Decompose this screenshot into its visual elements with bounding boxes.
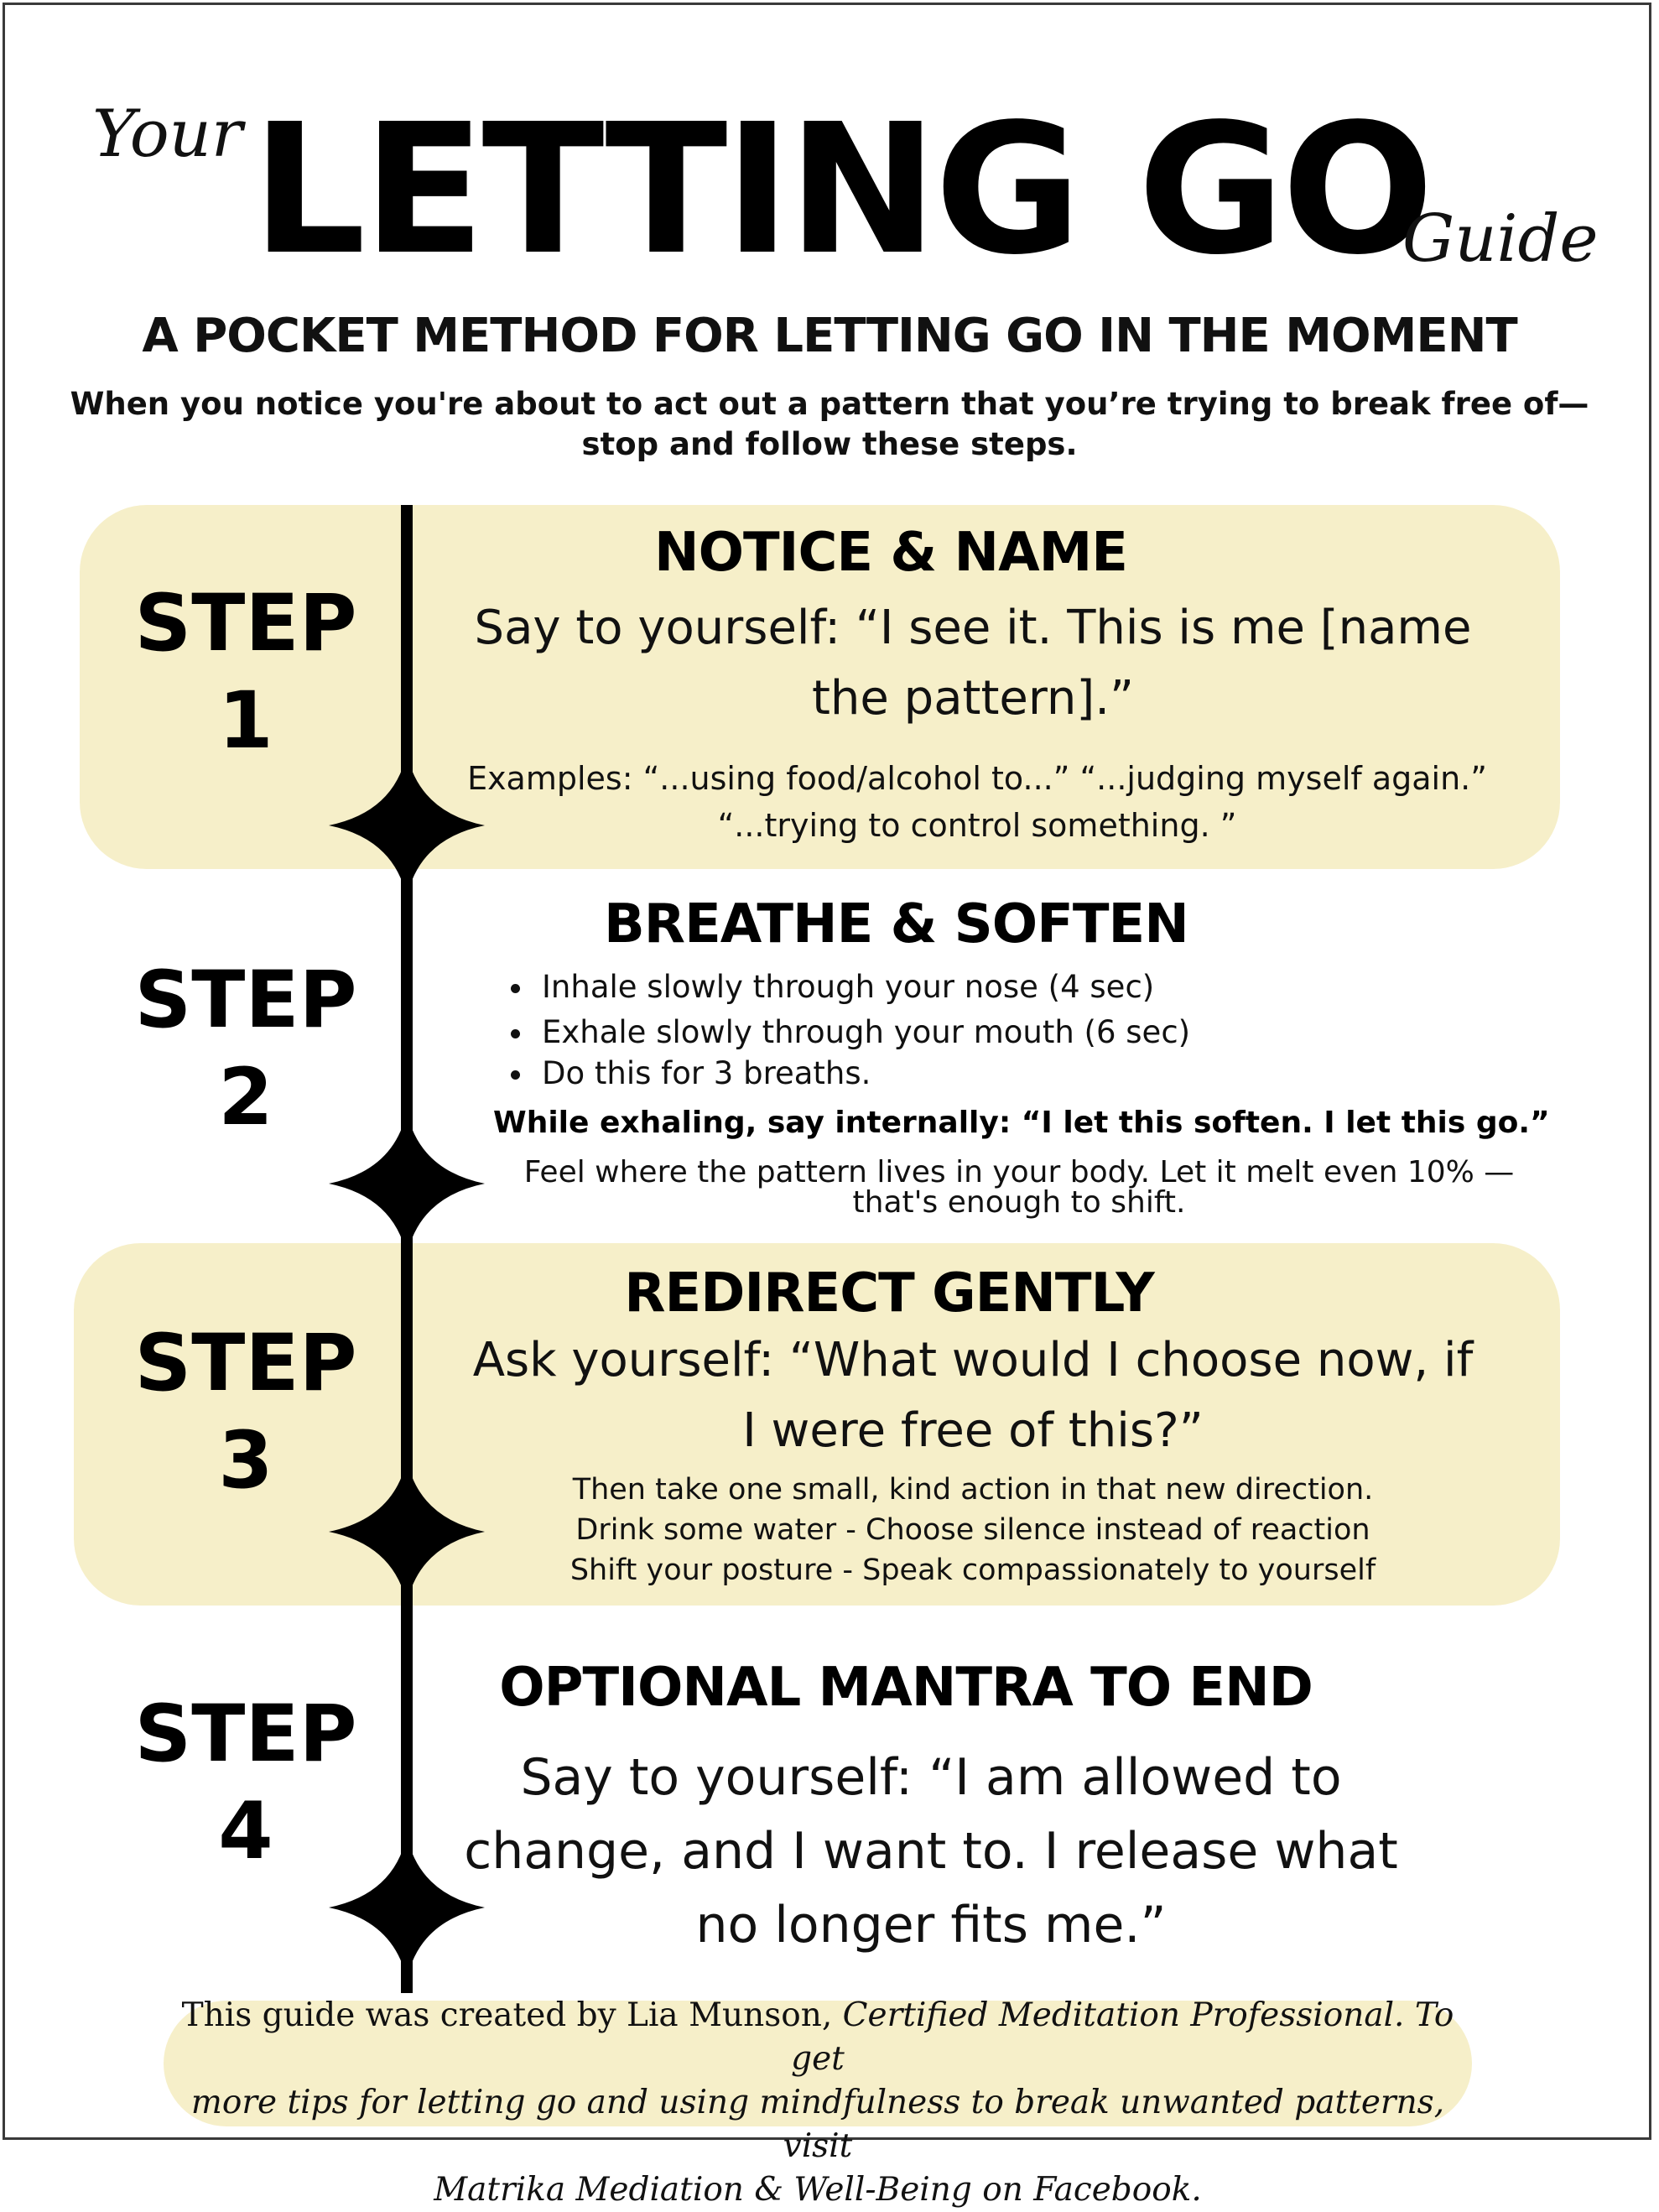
title-suffix: Guide — [1402, 201, 1599, 277]
footer-line-1 — [164, 1994, 1472, 2081]
footer-author: This guide was created by Lia Munson, — [181, 1996, 843, 2034]
step-2-feel-line-2: that's enough to shift. — [852, 1185, 1186, 1220]
step-3-detail-line-2: Drink some water - Choose silence instead of reaction — [575, 1513, 1370, 1547]
step-2-bullet-list — [500, 965, 1339, 1092]
step-1-heading: NOTICE & NAME — [654, 522, 1127, 584]
step-1-lead — [419, 593, 1526, 734]
step-3-detail-line-3: Shift your posture - Speak compassionately to yourself — [569, 1554, 1376, 1587]
step-4-label — [101, 1686, 391, 1881]
step-3-details — [470, 1470, 1476, 1590]
step-3-lead-line-2: I were free of this?” — [742, 1403, 1204, 1458]
step-3-lead — [419, 1325, 1526, 1466]
step-word: STEP — [134, 1689, 357, 1780]
step-3-lead-line-1: Ask yourself: “What would I choose now, if — [472, 1333, 1474, 1387]
step-4-mantra-line-1: Say to yourself: “I am allowed to — [520, 1748, 1342, 1807]
footer-credential: Certified Meditation Professional. To get — [791, 1996, 1454, 2078]
step-2-feel-line-1: Feel where the pattern lives in your body. Let it melt even 10% — — [523, 1155, 1515, 1189]
page-title: LETTING GO — [252, 86, 1431, 294]
step-1-label — [101, 575, 391, 770]
footer-credit — [164, 1994, 1472, 2212]
step-2-exhale-phrase: While exhaling, say internally: “I let this soften. I let this go.” — [493, 1106, 1550, 1140]
step-4-mantra — [419, 1741, 1443, 1962]
step-2-label — [101, 952, 391, 1147]
subtitle: A POCKET METHOD FOR LETTING GO IN THE MOMENT — [142, 309, 1517, 363]
step-3-detail-line-1: Then take one small, kind action in that new direction. — [572, 1473, 1374, 1507]
title-prefix: Your — [92, 96, 243, 172]
step-1-examples-line-2: “...trying to control something. ” — [717, 807, 1237, 844]
step-word: STEP — [134, 1318, 357, 1409]
footer-line-2: more tips for letting go and using mindfulness to break unwanted patterns, visit — [190, 2084, 1445, 2165]
step-word: STEP — [134, 955, 357, 1046]
bullet-item: • Exhale slowly through your mouth (6 sec) — [535, 1010, 1339, 1055]
step-2-feel-text — [486, 1155, 1552, 1220]
step-2-heading: BREATHE & SOFTEN — [604, 893, 1188, 955]
bullet-item: • Inhale slowly through your nose (4 sec) — [535, 965, 1339, 1010]
step-3-label — [101, 1315, 391, 1510]
step-word: STEP — [134, 578, 357, 669]
intro-line-1: When you notice you're about to act out a pattern that you’re trying to break free of— — [70, 386, 1589, 422]
step-1-lead-line-1: Say to yourself: “I see it. This is me [name — [474, 601, 1472, 655]
step-number: 2 — [218, 1052, 273, 1143]
footer-line-3: Matrika Mediation & Well-Being on Facebook. — [434, 2171, 1202, 2209]
step-1-examples-line-1: Examples: “...using food/alcohol to...” “...judging myself again.” — [467, 760, 1487, 797]
step-number: 1 — [218, 675, 273, 767]
bullet-item: • Do this for 3 breaths. — [535, 1055, 1339, 1092]
step-4-mantra-line-3: no longer fits me.” — [695, 1896, 1167, 1954]
step-number: 4 — [218, 1786, 273, 1877]
step-1-lead-line-2: the pattern].” — [811, 671, 1135, 726]
step-4-mantra-line-2: change, and I want to. I release what — [464, 1822, 1398, 1881]
step-3-heading: REDIRECT GENTLY — [624, 1262, 1154, 1325]
step-1-examples — [419, 755, 1535, 849]
intro-line-2: stop and follow these steps. — [581, 426, 1078, 462]
step-4-heading: OPTIONAL MANTRA TO END — [499, 1657, 1313, 1719]
step-number: 3 — [218, 1415, 273, 1507]
